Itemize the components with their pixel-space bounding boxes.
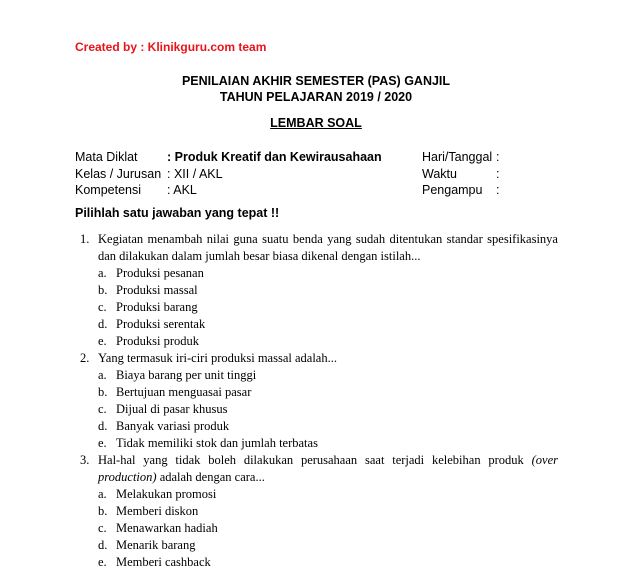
academic-year: TAHUN PELAJARAN 2019 / 2020 bbox=[219, 90, 413, 104]
option-text: Memberi diskon bbox=[116, 504, 199, 518]
kelas-label: Kelas / Jurusan bbox=[75, 167, 162, 181]
option-letter: e. bbox=[98, 555, 107, 569]
option-item bbox=[98, 520, 558, 537]
option-text: Produksi massal bbox=[116, 283, 198, 297]
option-text: Produksi barang bbox=[116, 300, 198, 314]
mata-diklat-value: : Produk Kreatif dan Kewirausahaan bbox=[167, 150, 382, 164]
option-item bbox=[98, 418, 558, 435]
option-text: Menarik barang bbox=[116, 538, 196, 552]
option-item bbox=[98, 401, 558, 418]
pengampu-colon: : bbox=[496, 183, 500, 197]
option-item bbox=[98, 486, 558, 503]
question-text-part: adalah dengan cara... bbox=[156, 470, 265, 484]
option-letter: c. bbox=[98, 521, 107, 535]
option-item bbox=[98, 384, 558, 401]
hari-tanggal-colon: : bbox=[496, 150, 500, 164]
option-letter: a. bbox=[98, 368, 107, 382]
question-3 bbox=[75, 452, 558, 571]
option-letter: a. bbox=[98, 266, 107, 280]
question-text-italic: (over production) bbox=[98, 453, 558, 484]
option-letter: d. bbox=[98, 538, 108, 552]
option-text: Produksi produk bbox=[116, 334, 199, 348]
question-number: 3. bbox=[80, 453, 90, 467]
option-letter: d. bbox=[98, 317, 108, 331]
sheet-title: LEMBAR SOAL bbox=[270, 116, 362, 130]
question-list bbox=[75, 231, 558, 571]
option-letter: e. bbox=[98, 436, 107, 450]
option-item bbox=[98, 265, 558, 282]
option-letter: e. bbox=[98, 334, 107, 348]
option-text: Biaya barang per unit tinggi bbox=[116, 368, 257, 382]
option-item bbox=[98, 537, 558, 554]
option-item bbox=[98, 333, 558, 350]
option-item bbox=[98, 299, 558, 316]
question-1 bbox=[75, 231, 558, 350]
option-item bbox=[98, 282, 558, 299]
option-text: Tidak memiliki stok dan jumlah terbatas bbox=[116, 436, 318, 450]
option-text: Produksi pesanan bbox=[116, 266, 204, 280]
question-text-part: Hal-hal yang tidak boleh dilakukan perusahaan saat terjadi kelebihan produk bbox=[98, 453, 532, 467]
question-number: 2. bbox=[80, 351, 90, 365]
option-letter: a. bbox=[98, 487, 107, 501]
option-text: Banyak variasi produk bbox=[116, 419, 230, 433]
option-letter: c. bbox=[98, 300, 107, 314]
option-text: Produksi serentak bbox=[116, 317, 206, 331]
option-item bbox=[98, 435, 558, 452]
credit-line: Created by : Klinikguru.com team bbox=[75, 40, 267, 54]
option-letter: d. bbox=[98, 419, 108, 433]
option-text: Dijual di pasar khusus bbox=[116, 402, 228, 416]
option-letter: b. bbox=[98, 504, 108, 518]
question-number: 1. bbox=[80, 232, 90, 246]
mata-diklat-label: Mata Diklat bbox=[75, 150, 138, 164]
option-text: Menawarkan hadiah bbox=[116, 521, 218, 535]
option-item bbox=[98, 316, 558, 333]
question-text: Kegiatan menambah nilai guna suatu benda yang sudah ditentukan standar spesifikasinya dan dilakukan dalam jumlah besar biasa dikenal dengan istilah... bbox=[98, 232, 558, 263]
pengampu-label: Pengampu bbox=[422, 183, 483, 197]
waktu-colon: : bbox=[496, 167, 500, 181]
hari-tanggal-label: Hari/Tanggal bbox=[422, 150, 493, 164]
instruction: Pilihlah satu jawaban yang tepat !! bbox=[75, 206, 280, 220]
option-text: Bertujuan menguasai pasar bbox=[116, 385, 252, 399]
option-text: Memberi cashback bbox=[116, 555, 211, 569]
option-letter: c. bbox=[98, 402, 107, 416]
exam-title: PENILAIAN AKHIR SEMESTER (PAS) GANJIL bbox=[181, 74, 451, 88]
option-letter: b. bbox=[98, 283, 108, 297]
question-text bbox=[98, 452, 558, 486]
option-text: Melakukan promosi bbox=[116, 487, 217, 501]
kelas-value: : XII / AKL bbox=[167, 167, 223, 181]
option-item bbox=[98, 554, 558, 571]
question-text: Yang termasuk iri-ciri produksi massal adalah... bbox=[98, 351, 337, 365]
option-letter: b. bbox=[98, 385, 108, 399]
option-item bbox=[98, 503, 558, 520]
question-2 bbox=[75, 350, 558, 452]
waktu-label: Waktu bbox=[422, 167, 457, 181]
kompetensi-value: : AKL bbox=[167, 183, 197, 197]
kompetensi-label: Kompetensi bbox=[75, 183, 142, 197]
option-item bbox=[98, 367, 558, 384]
